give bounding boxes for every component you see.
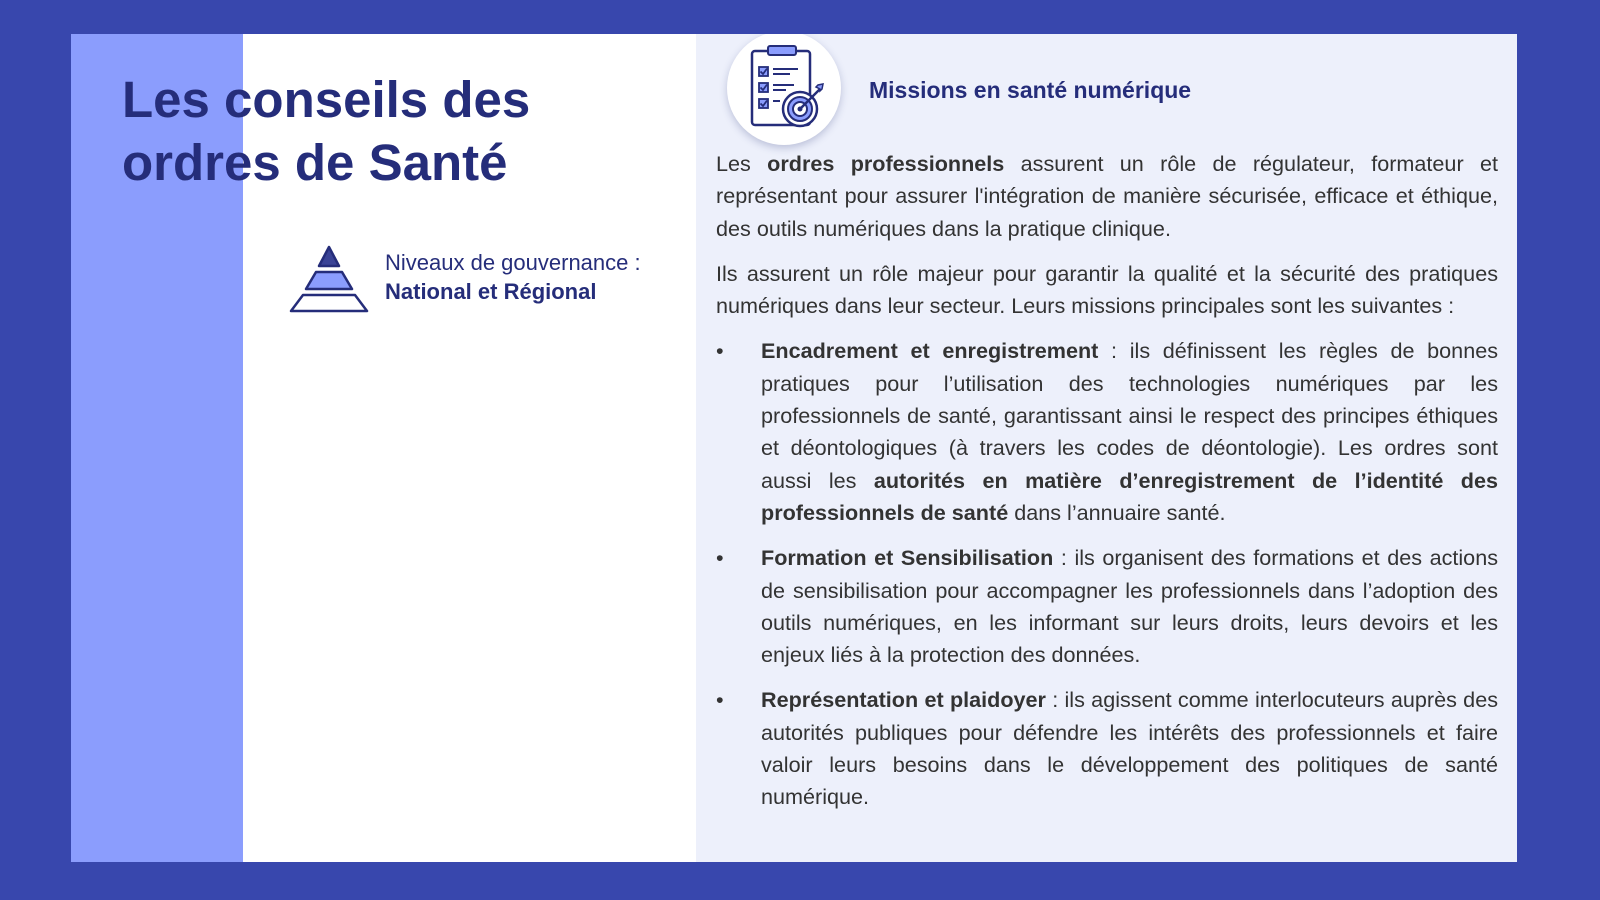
list-item: • Représentation et plaidoyer : ils agissent comme interlocuteurs auprès des autorités publiques pour défendre les intérêts des professionnels et faire valoir leurs besoins dans le développement des politiques de santé numérique.: [716, 687, 1498, 810]
missions-list: [716, 335, 1498, 813]
checklist-target-icon: [727, 34, 841, 145]
governance-label: Niveaux de gouvernance :: [385, 250, 641, 275]
list-item: • Encadrement et enregistrement : ils définissent les règles de bonnes pratiques pour l’utilisation des technologies numériques par les professionnels de santé, garantissant ainsi le respect des principes éthiques et déontologiques (à travers les codes de déontologie). Les ordres sont aussi les autorités en matière d’enregistrement de l’identité des professionnels de santé dans l’annuaire santé.: [716, 338, 1499, 525]
slide: [71, 34, 1517, 862]
pyramid-icon: [288, 244, 370, 314]
governance-info: [385, 248, 685, 306]
list-item: • Formation et Sensibilisation : ils organisent des formations et des actions de sensibilisation pour accompagner les professionnels dans l’adoption des outils numériques, en les informant sur leurs droits, leurs devoirs et les enjeux liés à la protection des données.: [716, 545, 1498, 668]
missions-title: Missions en santé numérique: [869, 77, 1192, 103]
missions-paragraph: Ils assurent un rôle majeur pour garantir la qualité et la sécurité des pratiques numériques dans leur secteur. Leurs missions principales sont les suivantes :: [716, 260, 1498, 319]
intro-paragraph: Les ordres professionnels assurent un rôle de régulateur, formateur et représentant pour assurer l'intégration de manière sécurisée, efficace et éthique, des outils numériques dans la pratique clinique.: [716, 151, 1498, 241]
page-title: Les conseils des ordres de Santé: [122, 71, 531, 191]
missions-body: [716, 148, 1498, 827]
governance-value: National et Régional: [385, 279, 597, 304]
